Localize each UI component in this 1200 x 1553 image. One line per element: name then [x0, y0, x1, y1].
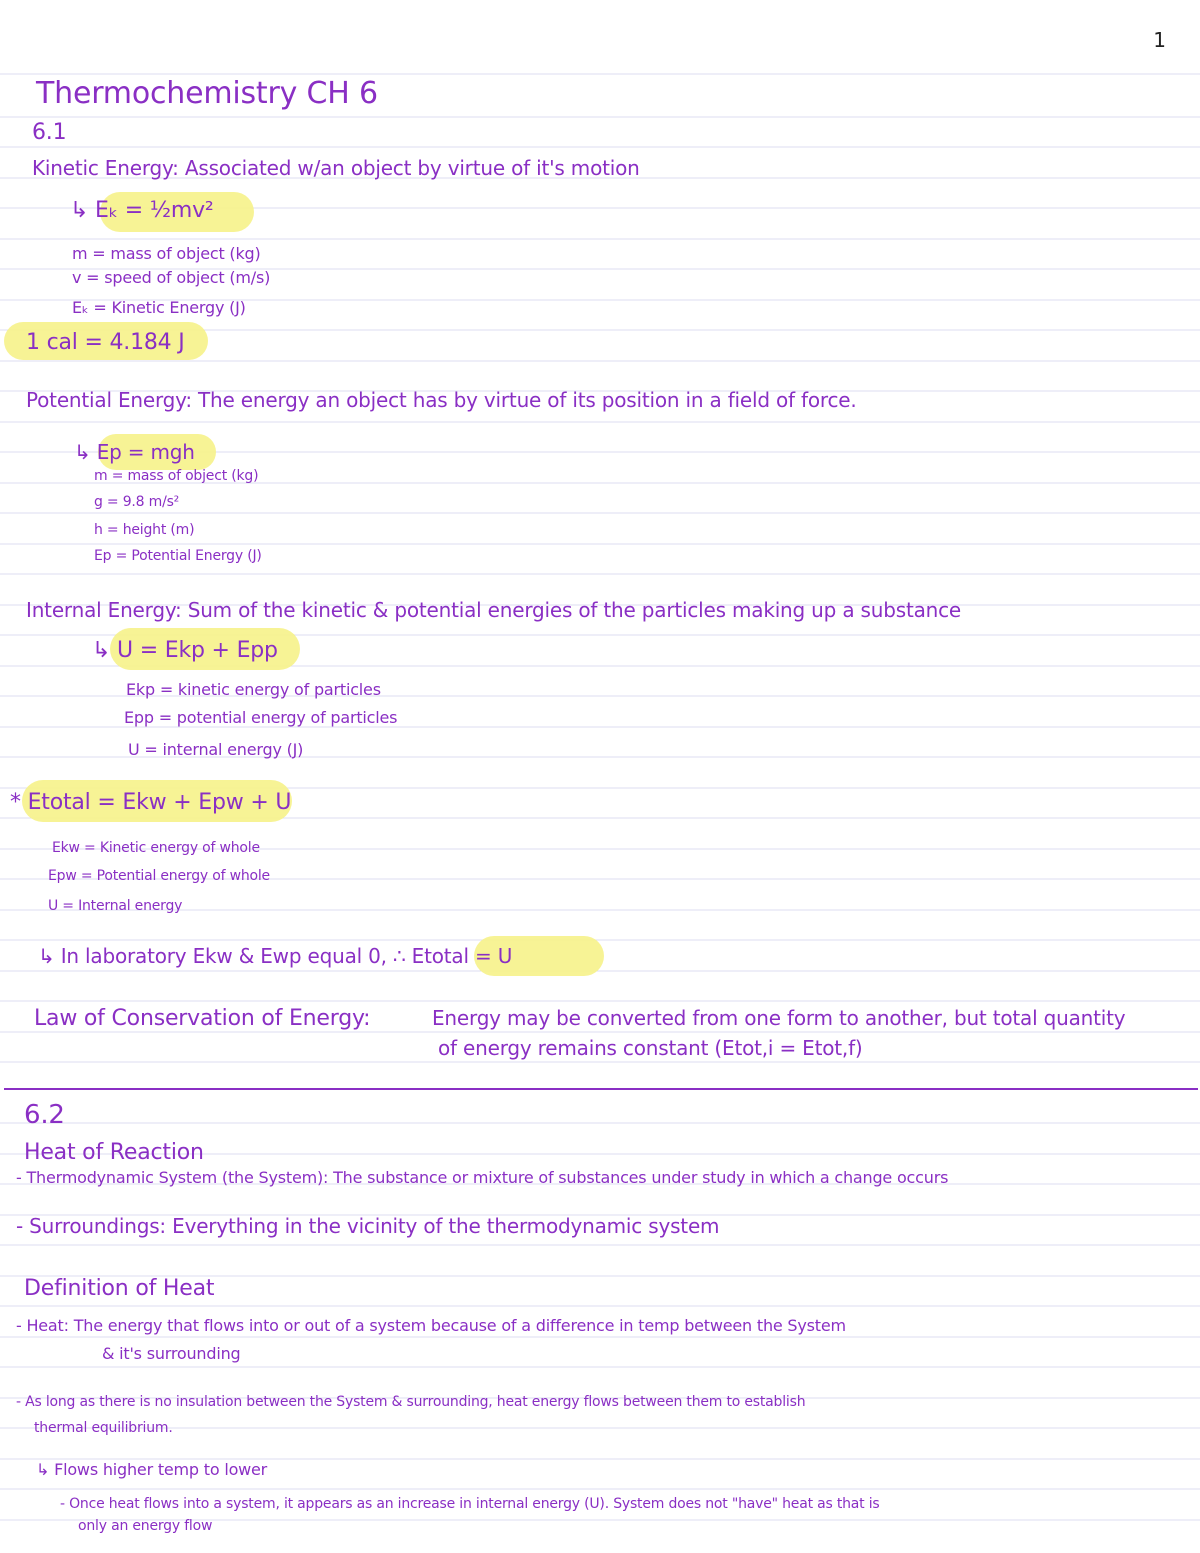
laboratory-note: ↳ In laboratory Ekw & Ewp equal 0, ∴ Etotal = U [38, 944, 513, 968]
page-number: 1 [1153, 28, 1166, 52]
definition-of-heat-heading: Definition of Heat [24, 1276, 215, 1301]
section-divider [4, 1088, 1198, 1090]
potential-energy-formula: ↳ Ep = mgh [74, 440, 195, 464]
internal-var-epp: Epp = potential energy of particles [124, 708, 398, 727]
kinetic-energy-formula: ↳ Eₖ = ½mv² [70, 198, 214, 223]
kinetic-var-energy: Eₖ = Kinetic Energy (J) [72, 298, 246, 317]
internal-energy-definition: Internal Energy: Sum of the kinetic & potential energies of the particles making up a substance [26, 598, 962, 622]
conservation-law-title: Law of Conservation of Energy: [34, 1006, 371, 1031]
potential-energy-definition: Potential Energy: The energy an object has by virtue of its position in a field of force. [26, 388, 857, 412]
heat-flow-note-line-1: - Once heat flows into a system, it appears as an increase in internal energy (U). System does not "have" heat as that is [60, 1496, 880, 1512]
heat-of-reaction-heading: Heat of Reaction [24, 1140, 204, 1165]
kinetic-var-speed: v = speed of object (m/s) [72, 268, 271, 287]
potential-var-mass: m = mass of object (kg) [94, 468, 259, 484]
internal-var-ekp: Ekp = kinetic energy of particles [126, 680, 381, 699]
conservation-law-text-2: of energy remains constant (Etot,i = Etot,f) [438, 1036, 863, 1060]
heat-flow-note-line-2: only an energy flow [78, 1518, 213, 1534]
insulation-note-line-2: thermal equilibrium. [34, 1420, 173, 1436]
calorie-conversion: 1 cal = 4.184 J [26, 330, 185, 355]
internal-energy-formula: ↳ U = Ekp + Epp [92, 638, 278, 663]
conservation-law-text-1: Energy may be converted from one form to another, but total quantity [432, 1006, 1126, 1030]
potential-var-height: h = height (m) [94, 522, 195, 538]
potential-var-gravity: g = 9.8 m/s² [94, 494, 180, 510]
heat-flow-direction-note: ↳ Flows higher temp to lower [36, 1460, 268, 1479]
internal-var-u: U = internal energy (J) [128, 740, 304, 759]
insulation-note-line-1: - As long as there is no insulation between the System & surrounding, heat energy flows between them to establish [16, 1394, 806, 1410]
total-var-ekw: Ekw = Kinetic energy of whole [52, 840, 260, 856]
total-energy-formula: * Etotal = Ekw + Epw + U [10, 790, 292, 815]
section-6-1-number: 6.1 [32, 120, 67, 145]
kinetic-energy-definition: Kinetic Energy: Associated w/an object by virtue of it's motion [32, 156, 640, 180]
potential-var-energy: Ep = Potential Energy (J) [94, 548, 262, 564]
heat-definition-line-2: & it's surrounding [102, 1344, 241, 1363]
surroundings-definition: - Surroundings: Everything in the vicinity of the thermodynamic system [16, 1214, 720, 1238]
thermodynamic-system-definition: - Thermodynamic System (the System): The substance or mixture of substances under study in which a change occurs [16, 1168, 949, 1187]
total-var-u: U = Internal energy [48, 898, 183, 914]
section-6-2-number: 6.2 [24, 1100, 65, 1130]
total-var-epw: Epw = Potential energy of whole [48, 868, 270, 884]
heat-definition-line-1: - Heat: The energy that flows into or out of a system because of a difference in temp between the System [16, 1316, 846, 1335]
page-title: Thermochemistry CH 6 [36, 76, 378, 111]
kinetic-var-mass: m = mass of object (kg) [72, 244, 261, 263]
